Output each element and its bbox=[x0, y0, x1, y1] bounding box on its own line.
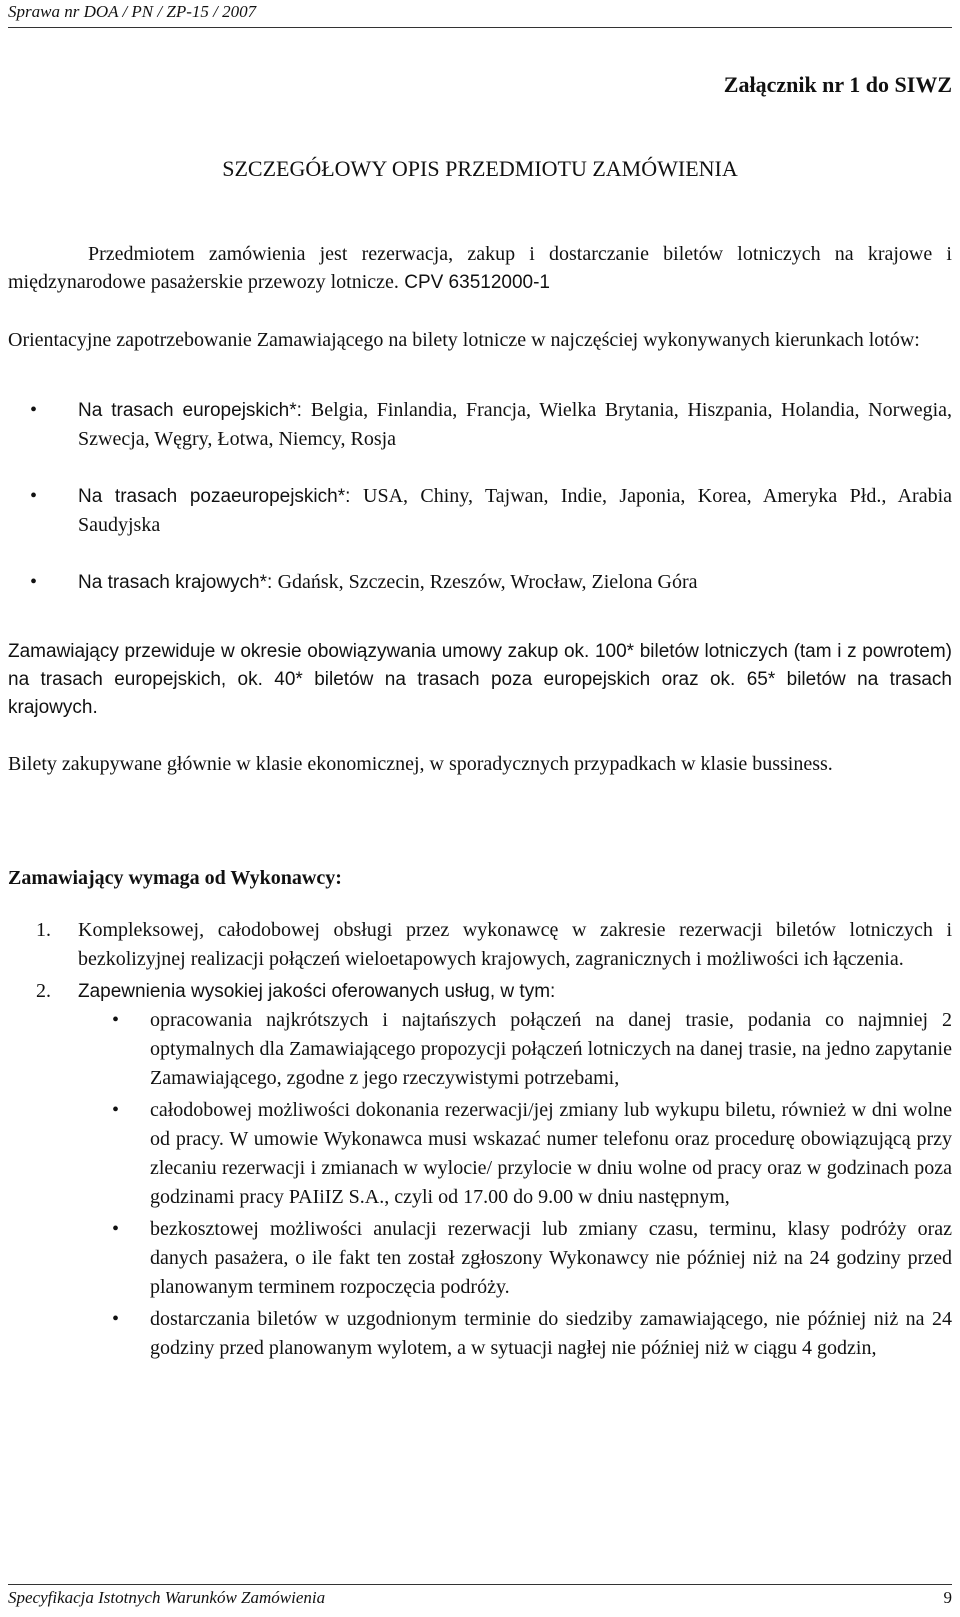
cpv-code: CPV 63512000-1 bbox=[398, 272, 550, 293]
demand-text: Orientacyjne zapotrzebowanie Zamawiającego na bilety lotnicze w najczęściej wykonywanych kierunkach lotów: bbox=[8, 329, 920, 351]
requirements-heading: Zamawiający wymaga od Wykonawcy: bbox=[8, 867, 342, 889]
classes-text: Bilety zakupywane głównie w klasie ekonomicznej, w sporadycznych przypadkach w klasie bussiness. bbox=[8, 753, 833, 775]
quality-text: całodobowej możliwości dokonania rezerwacji/jej zmiany lub wykupu biletu, również w dni wolne od pracy. W umowie Wykonawca musi wskazać numer telefonu oraz procedurę obowiązującą przy zlecaniu rezerwacji i zmianach w wylocie/ przylocie w dniu wolne od pracy oraz w godzinach poza godzinami pracy PAIiIZ S.A., czyli od 17.00 do 9.00 w dniu następnym, bbox=[150, 1099, 952, 1208]
quality-item bbox=[8, 1096, 952, 1212]
quality-text: dostarczania biletów w uzgodnionym terminie do siedziby zamawiającego, nie później niż na 24 godziny przed planowanym wylotem, a w sytuacji nagłej nie później niż w ciągu 4 godzin, bbox=[150, 1308, 952, 1359]
demand-paragraph bbox=[8, 326, 952, 354]
annex-label: Załącznik nr 1 do SIWZ bbox=[723, 72, 952, 97]
route-destinations: Belgia, Finlandia, Francja, Wielka Brytania, Hiszpania, Holandia, Norwegia, Szwecja, Węgry, Łotwa, Niemcy, Rosja bbox=[78, 399, 953, 450]
quality-item bbox=[8, 1215, 952, 1302]
requirement-number: 2. bbox=[36, 980, 51, 1002]
classes-paragraph bbox=[8, 750, 952, 778]
quality-text: opracowania najkrótszych i najtańszych połączeń na danej trasie, podania co najmniej 2 optymalnych dla Zamawiającego propozycji połączeń lotniczych na danej trasie, na jedno zapytanie Zamawiającego, zgodne z jego rzeczywistymi potrzebami, bbox=[150, 1009, 952, 1089]
requirement-item bbox=[8, 977, 952, 1006]
route-domestic bbox=[8, 568, 952, 597]
requirement-number: 1. bbox=[36, 919, 51, 941]
route-label: Na trasach krajowych*: bbox=[78, 572, 278, 593]
bullet-icon: • bbox=[112, 1218, 120, 1240]
requirements-list bbox=[8, 916, 952, 1363]
quality-item bbox=[8, 1006, 952, 1093]
requirement-text: Kompleksowej, całodobowej obsługi przez wykonawcę w zakresie rezerwacji biletów lotniczych i bezkolizyjnej realizacji połączeń wieloetapowych krajowych, zagranicznych i możliwości ich łączenia. bbox=[78, 919, 952, 970]
footer-text: Specyfikacja Istotnych Warunków Zamówienia bbox=[8, 1588, 326, 1607]
route-label: Na trasach europejskich*: bbox=[78, 400, 311, 421]
bullet-icon: • bbox=[30, 485, 38, 507]
intro-paragraph bbox=[8, 240, 952, 297]
bullet-icon: • bbox=[112, 1099, 120, 1121]
route-destinations: USA, Chiny, Tajwan, Indie, Japonia, Korea, Ameryka Płd. bbox=[363, 485, 882, 507]
routes-list bbox=[8, 396, 952, 626]
route-extra: , Arabia Saudyjska bbox=[78, 485, 953, 536]
document-title: SZCZEGÓŁOWY OPIS PRZEDMIOTU ZAMÓWIENIA bbox=[222, 156, 738, 181]
route-nonEurope bbox=[8, 482, 952, 539]
bullet-icon: • bbox=[30, 571, 38, 593]
purchase-text: Zamawiający przewiduje w okresie obowiązywania umowy zakup ok. 100* biletów lotniczych (tam i z powrotem) na trasach europejskich, ok. 40* biletów na trasach poza europejskich oraz ok. 65* biletów na trasach krajowych. bbox=[8, 641, 952, 718]
bullet-icon: • bbox=[112, 1009, 120, 1031]
route-label: Na trasach pozaeuropejskich*: bbox=[78, 486, 364, 507]
requirement-item bbox=[8, 916, 952, 974]
intro-text: Przedmiotem zamówienia jest rezerwacja, zakup i dostarczanie biletów lotniczych na krajowe i międzynarodowe pasażerskie przewozy lotnicze. bbox=[8, 243, 952, 293]
purchase-paragraph bbox=[8, 638, 952, 722]
quality-text: bezkosztowej możliwości anulacji rezerwacji lub zmiany czasu, terminu, klasy podróży oraz danych pasażera, o ile fakt ten został zgłoszony Wykonawcy nie później niż na 24 godziny przed planowanym terminem rozpoczęcia podróży. bbox=[150, 1218, 952, 1298]
page-header: Sprawa nr DOA / PN / ZP-15 / 2007 bbox=[8, 2, 952, 28]
bullet-icon: • bbox=[112, 1308, 120, 1330]
route-destinations: Gdańsk, Szczecin, Rzeszów, Wrocław, Zielona Góra bbox=[277, 571, 698, 593]
page-number: 9 bbox=[943, 1588, 952, 1607]
route-europe bbox=[8, 396, 952, 453]
quality-item bbox=[8, 1305, 952, 1363]
page-footer bbox=[8, 1584, 952, 1608]
bullet-icon: • bbox=[30, 399, 38, 421]
requirement-text: Zapewnienia wysokiej jakości oferowanych usług, w tym: bbox=[78, 981, 556, 1002]
